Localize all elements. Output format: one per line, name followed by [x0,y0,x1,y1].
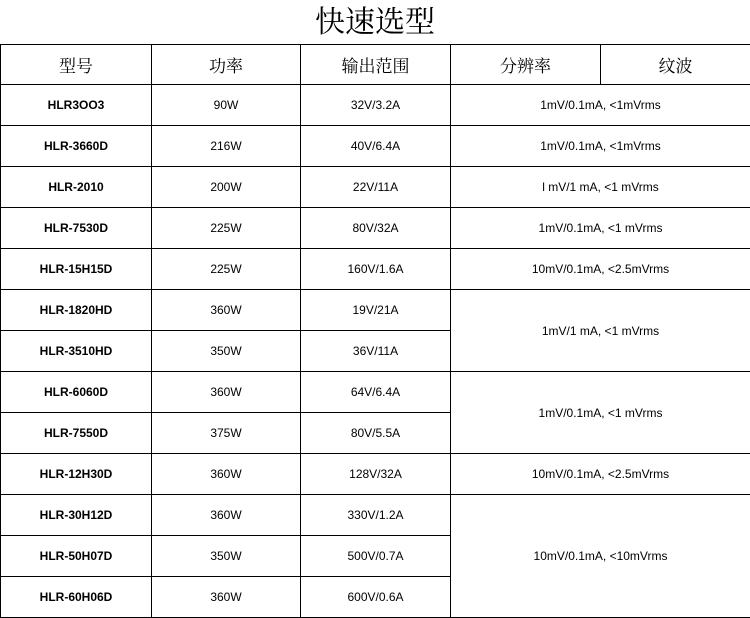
table-row [1,495,750,536]
range-cell: 36V/11A [301,331,451,372]
model-cell: HLR-1820HD [1,290,152,331]
range-cell: 32V/3.2A [301,85,451,126]
resolution-ripple-cell: 1mV/0.1mA, <1mVrms [451,126,750,167]
power-cell: 200W [152,167,301,208]
table-row [1,372,750,413]
page-title: 快速选型 [0,0,750,44]
range-cell: 19V/21A [301,290,451,331]
table-row [1,85,750,126]
resolution-ripple-cell: 10mV/0.1mA, <2.5mVrms [451,454,750,495]
model-cell: HLR-7530D [1,208,152,249]
model-cell: HLR-6060D [1,372,152,413]
table-row [1,167,750,208]
range-cell: 64V/6.4A [301,372,451,413]
table-row [1,454,750,495]
range-cell: 22V/11A [301,167,451,208]
table-row [1,126,750,167]
model-cell: HLR-3510HD [1,331,152,372]
table-row [1,249,750,290]
range-cell: 330V/1.2A [301,495,451,536]
model-cell: HLR-2010 [1,167,152,208]
resolution-ripple-cell: 1mV/0.1mA, <1mVrms [451,85,750,126]
model-cell: HLR-15H15D [1,249,152,290]
model-cell: HLR3OO3 [1,85,152,126]
power-cell: 350W [152,536,301,577]
range-cell: 600V/0.6A [301,577,451,618]
power-cell: 360W [152,454,301,495]
range-cell: 160V/1.6A [301,249,451,290]
header-output-range: 输出范围 [301,45,451,85]
resolution-ripple-cell: 1mV/0.1mA, <1 mVrms [451,208,750,249]
power-cell: 90W [152,85,301,126]
table-row [1,290,750,331]
model-cell: HLR-7550D [1,413,152,454]
power-cell: 360W [152,577,301,618]
power-cell: 360W [152,290,301,331]
model-cell: HLR-12H30D [1,454,152,495]
power-cell: 225W [152,249,301,290]
power-cell: 225W [152,208,301,249]
header-resolution: 分辨率 [451,45,601,85]
resolution-ripple-cell: 1mV/0.1mA, <1 mVrms [451,372,750,454]
resolution-ripple-cell: 10mV/0.1mA, <10mVrms [451,495,750,618]
power-cell: 360W [152,372,301,413]
model-cell: HLR-50H07D [1,536,152,577]
header-model: 型号 [1,45,152,85]
table-row [1,208,750,249]
model-cell: HLR-60H06D [1,577,152,618]
power-cell: 360W [152,495,301,536]
power-cell: 350W [152,331,301,372]
range-cell: 500V/0.7A [301,536,451,577]
model-cell: HLR-30H12D [1,495,152,536]
model-cell: HLR-3660D [1,126,152,167]
header-ripple: 纹波 [601,45,750,85]
power-cell: 216W [152,126,301,167]
range-cell: 128V/32A [301,454,451,495]
table-header-row [1,45,750,85]
range-cell: 80V/32A [301,208,451,249]
header-power: 功率 [152,45,301,85]
resolution-ripple-cell: 10mV/0.1mA, <2.5mVrms [451,249,750,290]
resolution-ripple-cell: l mV/1 mA, <1 mVrms [451,167,750,208]
power-cell: 375W [152,413,301,454]
range-cell: 40V/6.4A [301,126,451,167]
spec-table [0,44,750,618]
resolution-ripple-cell: 1mV/1 mA, <1 mVrms [451,290,750,372]
range-cell: 80V/5.5A [301,413,451,454]
